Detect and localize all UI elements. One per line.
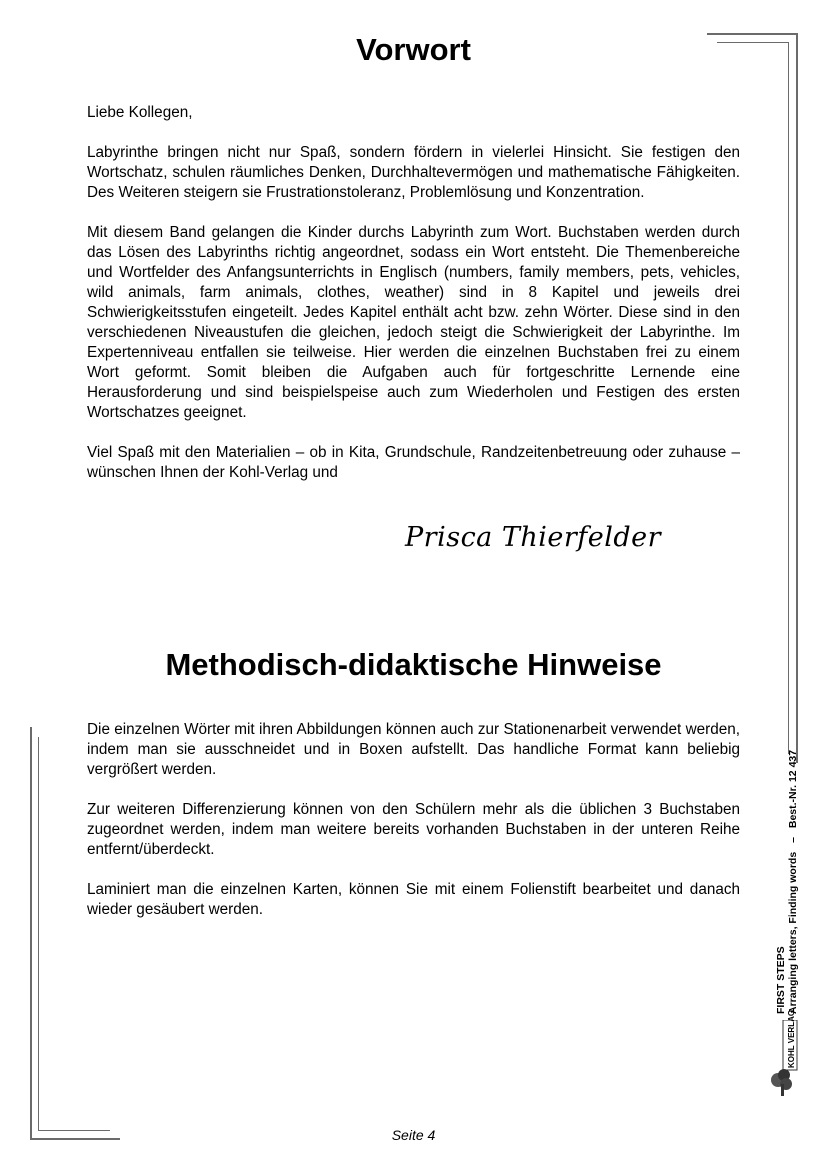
sidebar-series: FIRST STEPS [775, 946, 787, 1014]
vorwort-greeting: Liebe Kollegen, [87, 104, 193, 121]
vorwort-paragraph-2: Mit diesem Band gelangen die Kinder durchs Labyrinth zum Wort. Buchstaben werden durch das Lösen des Labyrinths richtig angeordnet, sodass ein Wort entsteht. Die Themenbereiche und Wortfelder des Anfangsunterrichts in Englisch (numbers, family members, pets, vehicles, wild animals, farm animals, clothes, weather) sind in 8 Kapitel und jeweils drei Schwierigkeitsstufen eingeteilt. Jedes Kapitel enthält acht bzw. zehn Wörter. Diese sind in den verschiedenen Niveaustufen die gleichen, jedoch steigt die Schwierigkeit der Labyrinthe. Im Expertenniveau entfallen sie teilweise. Hier werden die einzelnen Buchstaben frei zu einem Wort geformt. Somit bleiben die Aufgaben auch für fortgeschritte Lernende eine Herausforderung und sind beispielspeise auch zum Wiederholen und Festigen des ersten Wortschatzes geeignet. [87, 224, 740, 421]
sidebar-subtitle: Arranging letters, Finding words [787, 851, 799, 1014]
hinweise-paragraph-1: Die einzelnen Wörter mit ihren Abbildungen können auch zur Stationenarbeit verwendet werden, indem man sie ausschneidet und in Boxen aufstellt. Das handliche Format kann beliebig vergrößert werden. [87, 721, 740, 778]
signature: Prisca Thierfelder [405, 522, 662, 553]
sidebar-subtitle-line [788, 750, 799, 1014]
sidebar-series-line [776, 946, 787, 1014]
sidebar-order-number: Best.-Nr. 12 437 [787, 749, 799, 829]
vorwort-paragraph-3: Viel Spaß mit den Materialien – ob in Kita, Grundschule, Randzeitenbetreuung oder zuhause – wünschen Ihnen der Kohl-Verlag und [87, 444, 740, 481]
sidebar-separator: – [787, 837, 799, 843]
hinweise-paragraph-2: Zur weiteren Differenzierung können von den Schülern mehr als die üblichen 3 Buchstaben zugeordnet werden, indem man weitere bereits vorhanden Buchstaben in der unteren Reihe entfernt/überdeckt. [87, 801, 740, 858]
frame-bottom-left-v1 [30, 727, 32, 1140]
page-number: Seite 4 [391, 1127, 436, 1143]
vorwort-body [87, 103, 740, 483]
publisher-name-line [787, 1010, 796, 1068]
publisher-name: KOHL VERLAG [787, 1009, 796, 1068]
hinweise-title: Methodisch-didaktische Hinweise [165, 647, 662, 682]
hinweise-paragraph-3: Laminiert man die einzelnen Karten, können Sie mit einem Folienstift bearbeitet und danach wieder gesäubert werden. [87, 881, 740, 918]
frame-bottom-left-v2 [38, 737, 39, 1131]
hinweise-body [87, 720, 740, 920]
vorwort-paragraph-1: Labyrinthe bringen nicht nur Spaß, sondern fördern in vielerlei Hinsicht. Sie festigen den Wortschatz, schulen räumliches Denken, Durchhaltevermögen und mathematische Fähigkeiten. Des Weiteren steigern sie Frustrationstoleranz, Problemlösung und Konzentration. [87, 144, 740, 201]
vorwort-title: Vorwort [356, 32, 471, 67]
